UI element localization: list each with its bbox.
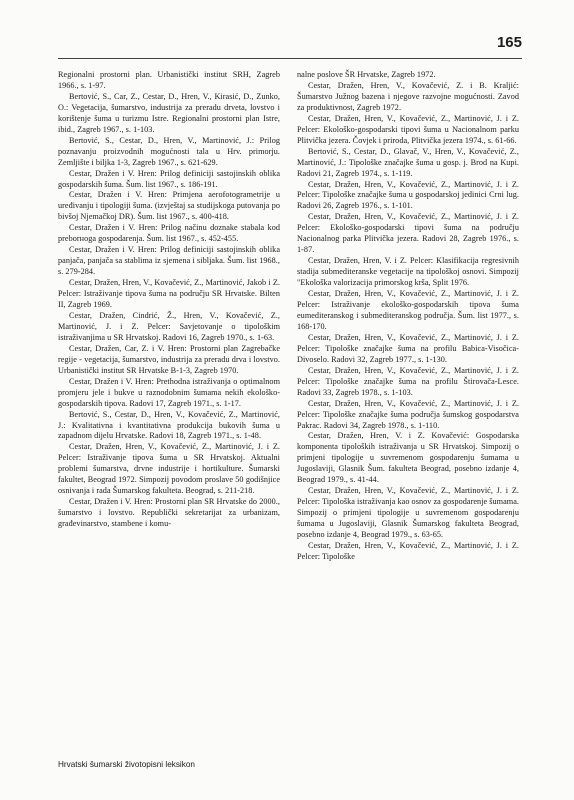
reference-paragraph: Cestar, Dražen i V. Hren: Prostorni plan SR Hrvatske do 2000., šumarstvo i lovstvo. Republički sekretarijat za urbanizam, građevinarstvo, stambene i komu- — [58, 497, 280, 529]
reference-paragraph: Cestar, Dražen, Hren, V., Kovačević, Z., Martinović, J. i Z. Pelcer: Tipološka istraživanja kao osnov za gospodarenje šumama. Simpozij o primjeni tipologije u suvremenom gospodarenju šumama u Jugoslaviji, Glasnik Šumarskog fakulteta Beograd, posebno izdanje 4, Beograd 1979., s. 63-65. — [297, 486, 519, 540]
reference-paragraph: Cestar, Dražen, Hren, V. i Z. Kovačević: Gospodarska komponenta tipoloških istraživanja u SR Hrvatskoj. Simpozij o primjeni tipologije u suvremenom gospodarenju šumama u Jugoslaviji, Glasnik Šum. fakulteta Beograd, posebno izdanje 4, Beograd 1979., s. 41-44. — [297, 431, 519, 485]
reference-paragraph: Cestar, Dražen, Hren, V., Kovačević, Z., Martinović, J. i Z. Pelcer: Istraživanje tipova šuma u SR Hrvatskoj. Aktualni problemi šumarstva, drvne industrije i hortikulture. Šumarski fakultet, Beograd 1972. Simpozij povodom proslave 50 godišnjice osnivanja i rada Šumarskog fakulteta. Beograd, s. 211-218. — [58, 442, 280, 496]
reference-paragraph: Bertović, S., Car, Z., Cestar, D., Hren, V., Kirasić, D., Zunko, O.: Vegetacija, šumarstvo, industrija za preradu drveta, lovstvo i korištenje šuma u turizmu Istre. Regionalni prostorni plan Istre, ibid., Zagreb 1967., s. 1-103. — [58, 91, 280, 134]
reference-paragraph: Regionalni prostorni plan. Urbanistički institut SRH, Zagreb 1966., s. 1-97. — [58, 70, 280, 90]
reference-paragraph: Cestar, Dražen i V. Hren: Primjena aerofotogrametrije u uređivanju i tipologiji šuma. (izvještaj sa studijskoga putovanja po bivšoj Njemačkoj DR). Šum. list 1967., s. 400-418. — [58, 190, 280, 222]
reference-paragraph: Cestar, Dražen, Hren, V., Kovačević, Z., Martinović, J. i Z. Pelcer: Istraživanje ekološko-gospodarskih tipova šuma eumediteranskog i submediteranskog područja. Šum. list 1977., s. 168-170. — [297, 289, 519, 331]
reference-paragraph: Cestar, Dražen i V. Hren: Prilog definiciji sastojinskih oblika gospodarskih šuma. Šum. list 1967., s. 186-191. — [58, 168, 280, 189]
reference-paragraph: Cestar, Dražen, Hren, V., Kovačević, Z., Martinović, Jakob i Z. Pelcer: Istraživanje tipova šuma na području SR Hrvatske. Bilten II, Zagreb 1969. — [58, 278, 280, 310]
right-column — [297, 70, 519, 563]
reference-paragraph: Cestar, Dražen, Hren, V., Kovačević, Z. i B. Kraljić: Šumarstvo Južnog bazena i njegove razvojne mogućnosti. Zavod za produktivnost, Zagreb 1972. — [297, 80, 519, 112]
page-footer: Hrvatski šumarski životopisni leksikon — [58, 760, 195, 769]
reference-paragraph: nalne poslove ŠR Hrvatske, Zagreb 1972. — [297, 70, 436, 79]
reference-paragraph: Cestar, Dražen, Hren, V., Kovačević, Z., Martinović, J. i Z. Pelcer: Ekološko-gospodarski tipovi šuma u Nacionalnom parku Plitvička jezera. Čovjek i priroda, Plitvička jezera 1974., s. 61-66. — [297, 113, 519, 145]
reference-paragraph: Cestar, Dražen i V. Hren: Prilog definiciji sastojinskih oblika panjača, panjača sa stablima iz sjemena i sibljaka. Šum. list 1968., s. 279-284. — [58, 245, 280, 277]
reference-paragraph: Bertović, S., Cestar, D., Hren, V., Kovačević, Z., Martinović, J.: Kvalitativna i kvantitativna produkcija bukovih šuma u zapadnom dijelu Hrvatske. Radovi 18, Zagreb 1971., s. 1-48. — [58, 409, 280, 441]
reference-paragraph: Bertović, S., Cestar, D., Glavač, V., Hren, V., Kovačević, Z., Martinović, J.: Tipološke značajke šuma u gosp. j. Brod na Kupi. Radovi 21, Zagreb 1974., s. 1-119. — [297, 146, 519, 178]
left-column — [58, 70, 280, 530]
reference-paragraph: Bertović, S., Cestar, D., Hren, V., Martinović, J.: Prilog poznavanju proizvodnih mogućnosti tala u Hrv. primorju. Zemljište i biljka 1-3, Zagreb 1967., s. 621-629. — [58, 135, 280, 167]
reference-paragraph: Cestar, Dražen i V. Hren: Prilog načinu doznake stabala kod preborноga gospodarenja. Šum. list 1967., s. 452-455. — [58, 223, 280, 244]
reference-paragraph: Cestar, Dražen, Cindrić, Ž., Hren, V., Kovačević, Z., Martinović, J. i Z. Pelcer: Savjetovanje o tipološkim istraživanjima u SR Hrvatskoj. Radovi 16, Zagreb 1970., s. 1-63. — [58, 310, 280, 342]
reference-paragraph: Cestar, Dražen, Hren, V., Kovačević, Z., Martinović, J. i Z. Pelcer: Ekološko-gospodarski tipovi šuma na području Nacionalnog parka Plitvička jezera. Radovi 28, Zagreb 1976., s. 1-87. — [297, 212, 519, 255]
reference-paragraph: Cestar, Dražen, Hren, V. i Z. Pelcer: Klasifikacija regresivnih stadija submediteranske vegetacije na tipološkoj osnovi. Simpozij "Ekološka valorizacija primorskog krša, Split 1976. — [297, 256, 519, 288]
reference-paragraph: Cestar, Dražen, Car, Z. i V. Hren: Prostorni plan Zagrebačke regije - vegetacija, šumarstvo, industrija za preradu drva i lovstvo. Urbanistički institut SR Hrvatske B-1-3, Zagreb 1970. — [58, 343, 280, 375]
reference-paragraph: Cestar, Dražen, Hren, V., Kovačević, Z., Martinović, J. i Z. Pelcer: Tipološke — [297, 540, 519, 561]
reference-paragraph: Cestar, Dražen, Hren, V., Kovačević, Z., Martinović, J. i Z. Pelcer: Tipološke značajke šuma na profilu Štirovača-Lesce. Radovi 33, Zagreb 1978., s. 1-103. — [297, 365, 519, 397]
reference-paragraph: Cestar, Dražen, Hren, V., Kovačević, Z., Martinović, J. i Z. Pelcer: Tipološke značajke šuma u gospodarskoj jedinici Crni lug. Radovi 26, Zagreb 1976., s. 1-101. — [297, 179, 519, 211]
reference-paragraph: Cestar, Dražen, Hren, V., Kovačević, Z., Martinović, J. i Z. Pelcer: Tipološke značajke šuma područja šumskog gospodarstva Pakrac. Radovi 34, Zagreb 1978., s. 1-110. — [297, 398, 519, 430]
page-number: 165 — [496, 34, 522, 51]
reference-paragraph: Cestar, Dražen, Hren, V., Kovačević, Z., Martinović, J. i Z. Pelcer: Tipološke značajke šuma na profilu Babica-Visočica-Divoselo. Radovi 32, Zagreb 1977., s. 1-130. — [297, 332, 519, 364]
header-rule — [58, 58, 522, 59]
reference-paragraph: Cestar, Dražen i V. Hren: Prethodna istraživanja o optimalnom promjeru jele i bukve u raznodobnim šumama nekih ekološko-gospodarskih tipova. Radovi 17, Zagreb 1971., s. 1-17. — [58, 376, 280, 408]
